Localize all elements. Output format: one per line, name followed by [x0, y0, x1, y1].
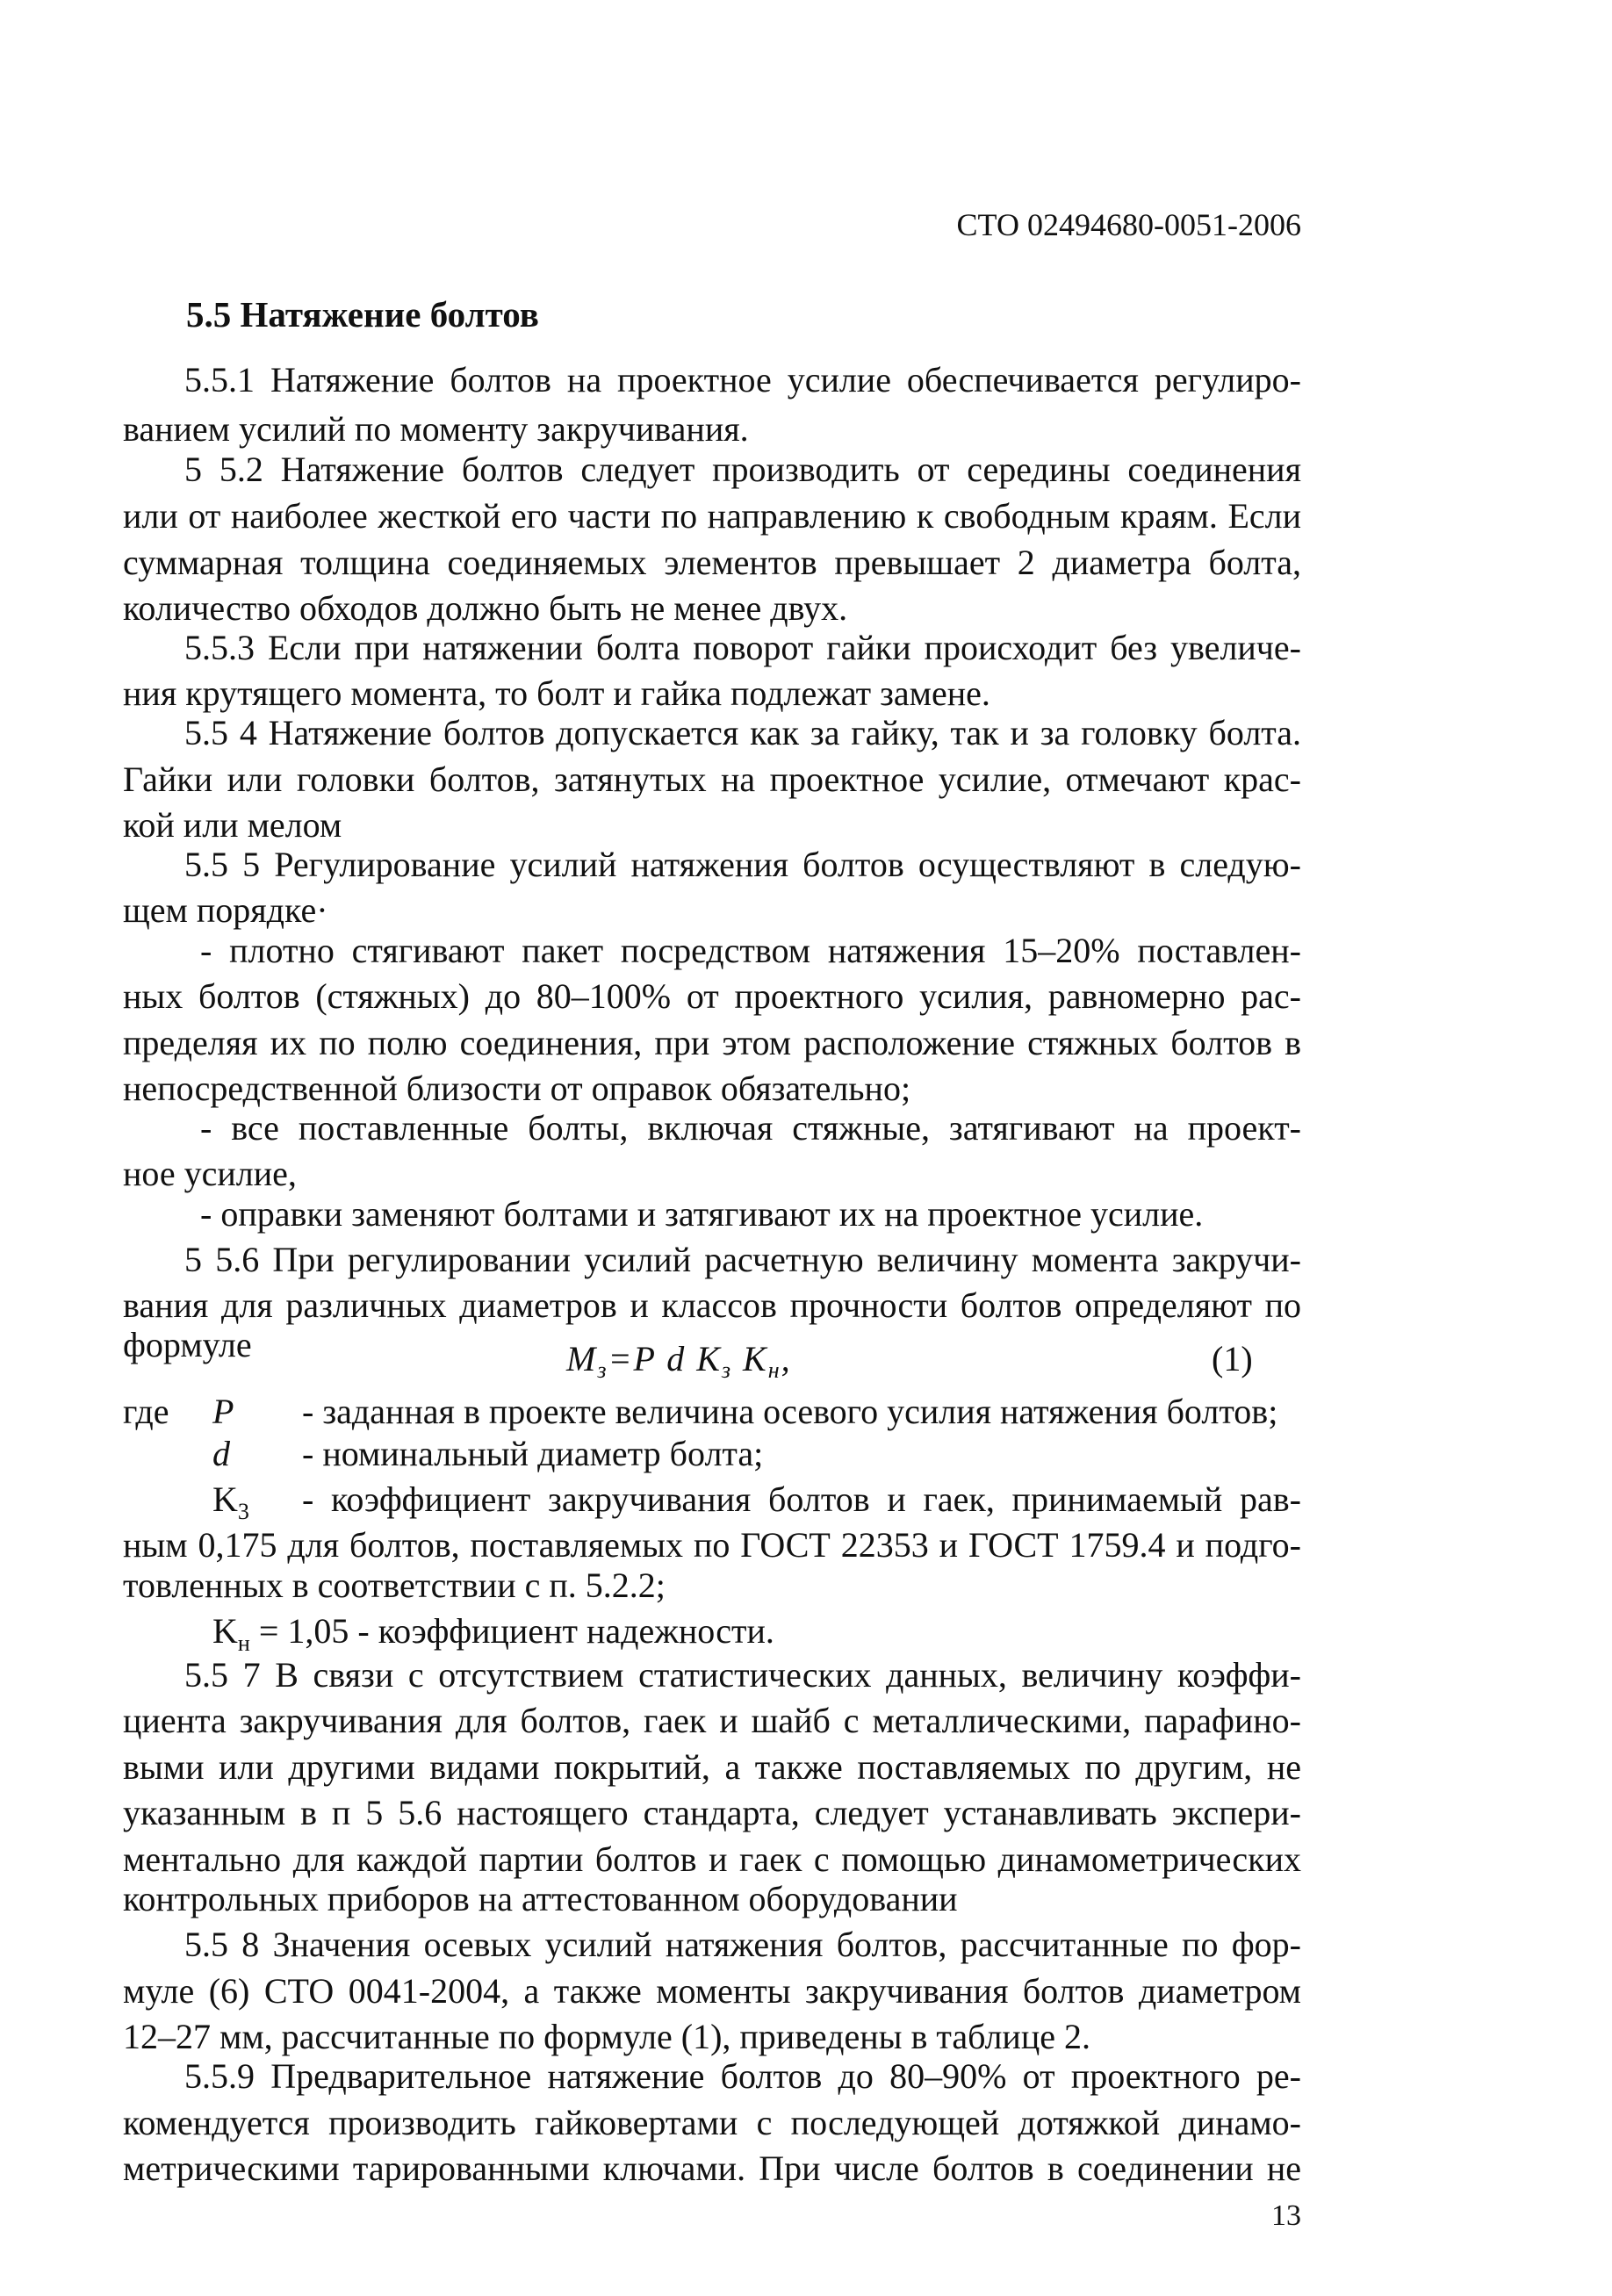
list-item-line: - плотно стягивают пакет посредством натяжения 15–20% поставлен- — [200, 931, 1301, 970]
paragraph-line: 5.5 4 Натяжение болтов допускается как за гайку, так и за головку болта. — [184, 713, 1301, 752]
paragraph-line: контрольных приборов на аттестованном оборудовании — [123, 1879, 958, 1918]
paragraph-line: метрическими тарированными ключами. При числе болтов в соединении не — [123, 2148, 1301, 2188]
paragraph-line: 5.5 8 Значения осевых усилий натяжения болтов, рассчитанные по фор- — [184, 1925, 1301, 1964]
paragraph-line: 5.5.3 Если при натяжении болта поворот гайки происходит без увеличе- — [184, 628, 1301, 667]
list-item-line: непосредственной близости от оправок обязательно; — [123, 1069, 911, 1108]
paragraph-line: 5 5.6 При регулировании усилий расчетную величину момента закручи- — [184, 1240, 1301, 1279]
paragraph-line: 5.5.1 Натяжение болтов на проектное усилие обеспечивается регулиро- — [184, 360, 1301, 399]
list-item-line: - все поставленные болты, включая стяжные, затягивают на проект- — [200, 1108, 1301, 1148]
paragraph-line: указанным в п 5 5.6 настоящего стандарта, следует устанавливать экспери- — [123, 1793, 1301, 1832]
definition-k3: - коэффициент закручивания болтов и гаек, принимаемый рав- — [302, 1479, 1301, 1519]
paragraph-line: формуле — [123, 1325, 252, 1364]
paragraph-line: щем порядке· — [123, 890, 328, 930]
definition-d: - номинальный диаметр болта; — [302, 1434, 764, 1473]
paragraph-line: циента закручивания для болтов, гаек и шайб с металлическими, парафино- — [123, 1701, 1301, 1740]
paragraph-line: или от наиболее жесткой его части по направлению к свободным краям. Если — [123, 496, 1301, 536]
definition-k3-line: товленных в соответствии с п. 5.2.2; — [123, 1565, 666, 1605]
paragraph-line: количество обходов должно быть не менее двух. — [123, 588, 848, 628]
list-item-line: ных болтов (стяжных) до 80–100% от проектного усилия, равномерно рас- — [123, 976, 1301, 1016]
paragraph-line: суммарная толщина соединяемых элементов превышает 2 диаметра болта, — [123, 543, 1301, 582]
symbol-p: P — [212, 1392, 234, 1431]
paragraph-line: 12–27 мм, рассчитанные по формуле (1), приведены в таблице 2. — [123, 2017, 1090, 2056]
paragraph-line: ванием усилий по моменту закручивания. — [123, 409, 749, 449]
paragraph-line: 5.5 5 Регулирование усилий натяжения болтов осуществляют в следую- — [184, 845, 1301, 884]
symbol-k3: $K_3$ — [212, 1479, 249, 1524]
formula-number: (1) — [1212, 1339, 1253, 1378]
list-item-line: пределяя их по полю соединения, при этом расположение стяжных болтов в — [123, 1023, 1301, 1062]
paragraph-line: ния крутящего момента, то болт и гайка подлежат замене. — [123, 673, 990, 713]
definition-p: - заданная в проекте величина осевого усилия натяжения болтов; — [302, 1392, 1278, 1431]
formula-1: $M_з=P$ d $K_з$ $K_н$, — [566, 1339, 792, 1383]
symbol-d: d — [212, 1434, 230, 1473]
document-code: СТО 02494680-0051-2006 — [956, 207, 1301, 242]
section-title: 5.5 Натяжение болтов — [186, 294, 539, 335]
paragraph-line: выми или другими видами покрытий, а также поставляемых по другим, не — [123, 1747, 1301, 1787]
paragraph-line: 5.5 7 В связи с отсутствием статистических данных, величину коэффи- — [184, 1655, 1301, 1695]
definition-k3-line: ным 0,175 для болтов, поставляемых по ГОСТ 22353 и ГОСТ 1759.4 и подго- — [123, 1525, 1301, 1565]
list-item-line: - оправки заменяют болтами и затягивают их на проектное усилие. — [200, 1194, 1204, 1234]
definition-kn: $K_н = 1,05$ - коэффициент надежности. — [212, 1611, 774, 1656]
paragraph-line: вания для различных диаметров и классов прочности болтов определяют по — [123, 1285, 1301, 1325]
paragraph-line: Гайки или головки болтов, затянутых на проектное усилие, отмечают крас- — [123, 759, 1301, 799]
paragraph-line: муле (6) СТО 0041-2004, а также моменты закручивания болтов диаметром — [123, 1971, 1301, 2011]
where-label: где — [123, 1392, 169, 1431]
page-number: 13 — [1271, 2199, 1301, 2232]
list-item-line: ное усилие, — [123, 1154, 297, 1193]
paragraph-line: 5.5.9 Предварительное натяжение болтов до 80–90% от проектного ре- — [184, 2056, 1301, 2096]
paragraph-line: ментально для каждой партии болтов и гаек с помощью динамометрических — [123, 1839, 1301, 1879]
paragraph-line: комендуется производить гайковертами с последующей дотяжкой динамо- — [123, 2103, 1301, 2142]
paragraph-line: 5 5.2 Натяжение болтов следует производить от середины соединения — [184, 450, 1301, 489]
paragraph-line: кой или мелом — [123, 805, 342, 845]
